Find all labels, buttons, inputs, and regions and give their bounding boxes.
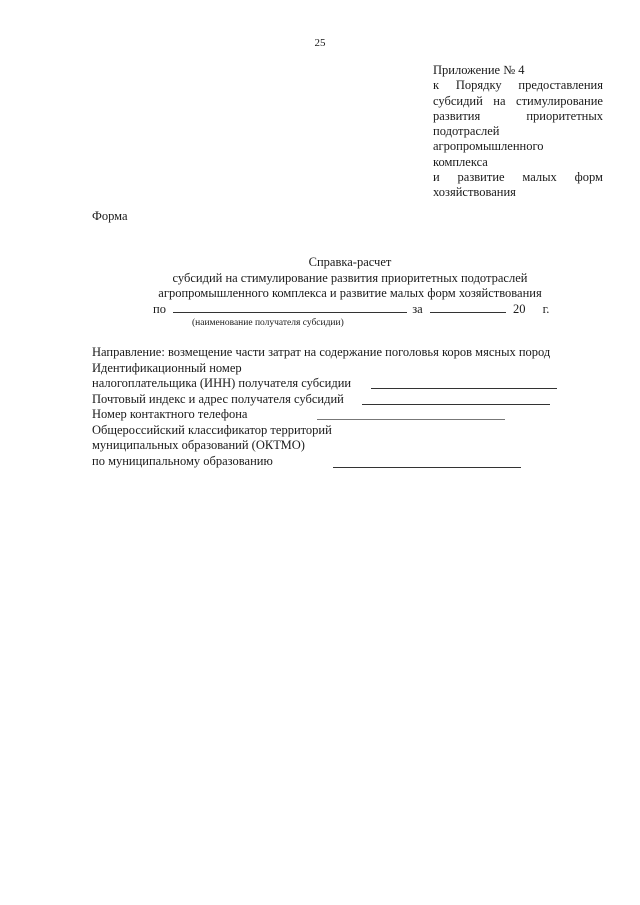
appendix-line-2: [433, 94, 603, 109]
appendix-line-4: подотраслей: [433, 124, 500, 139]
inn-label: налогоплательщика (ИНН) получателя субсидии: [92, 376, 352, 390]
phone-input-line[interactable]: [317, 419, 505, 420]
appendix-word: на: [493, 93, 506, 108]
appendix-title: Приложение № 4: [433, 63, 525, 77]
inn-input-line[interactable]: [371, 388, 557, 389]
form-fields: [92, 345, 550, 469]
appendix-word: форм: [574, 170, 603, 185]
appendix-block: [433, 63, 603, 201]
appendix-word: развития: [433, 108, 481, 123]
address-input-line[interactable]: [362, 404, 550, 405]
inn-label-line-1: Идентификационный номер: [92, 360, 242, 375]
appendix-word: малых: [522, 170, 557, 185]
address-line: [92, 392, 550, 408]
appendix-line-6: комплекса: [433, 154, 488, 169]
za-label: за: [412, 302, 423, 316]
period-blank[interactable]: [430, 301, 506, 313]
phone-label: Номер контактного телефона: [92, 407, 248, 421]
year-prefix: 20: [512, 302, 526, 316]
appendix-word: развитие: [457, 170, 505, 185]
oktmo-label-line-1: Общероссийский классификатор территорий: [92, 422, 332, 437]
appendix-word: Порядку: [455, 78, 502, 93]
title-heading: Справка-расчет: [308, 255, 392, 269]
appendix-word: стимулирование: [516, 93, 603, 108]
appendix-line-5: агропромышленного: [433, 139, 544, 154]
po-label: по: [153, 302, 166, 316]
form-label: Форма: [92, 209, 128, 223]
appendix-line-8: хозяйствования: [433, 185, 516, 200]
page-number: 25: [314, 37, 326, 49]
direction-line: Направление: возмещение части затрат на содержание поголовья коров мясных пород: [92, 345, 551, 359]
oktmo-line-3: [92, 454, 550, 470]
title-line-3: агропромышленного комплекса и развитие малых форм хозяйствования: [158, 286, 542, 300]
title-line-2: субсидий на стимулирование развития приоритетных подотраслей: [172, 270, 528, 285]
address-label: Почтовый индекс и адрес получателя субсидий: [92, 391, 344, 406]
appendix-word: субсидий: [433, 93, 483, 108]
oktmo-input-line[interactable]: [333, 467, 521, 468]
recipient-name-caption: (наименование получателя субсидии): [192, 318, 344, 328]
oktmo-label: по муниципальному образованию: [92, 453, 273, 468]
appendix-line-3: [433, 109, 603, 124]
recipient-period-line: [153, 301, 549, 317]
appendix-word: приоритетных: [526, 108, 603, 123]
appendix-word: к: [433, 78, 440, 93]
recipient-name-blank[interactable]: [173, 301, 407, 313]
year-suffix: г.: [542, 302, 550, 316]
document-title: [0, 255, 640, 302]
appendix-line-1: [433, 78, 603, 93]
appendix-word: предоставления: [518, 78, 603, 93]
oktmo-label-line-2: муниципальных образований (ОКТМО): [92, 438, 305, 452]
appendix-line-7: [433, 170, 603, 185]
phone-line: [92, 407, 550, 423]
appendix-word: и: [433, 170, 440, 185]
inn-label-line-2: [92, 376, 550, 392]
